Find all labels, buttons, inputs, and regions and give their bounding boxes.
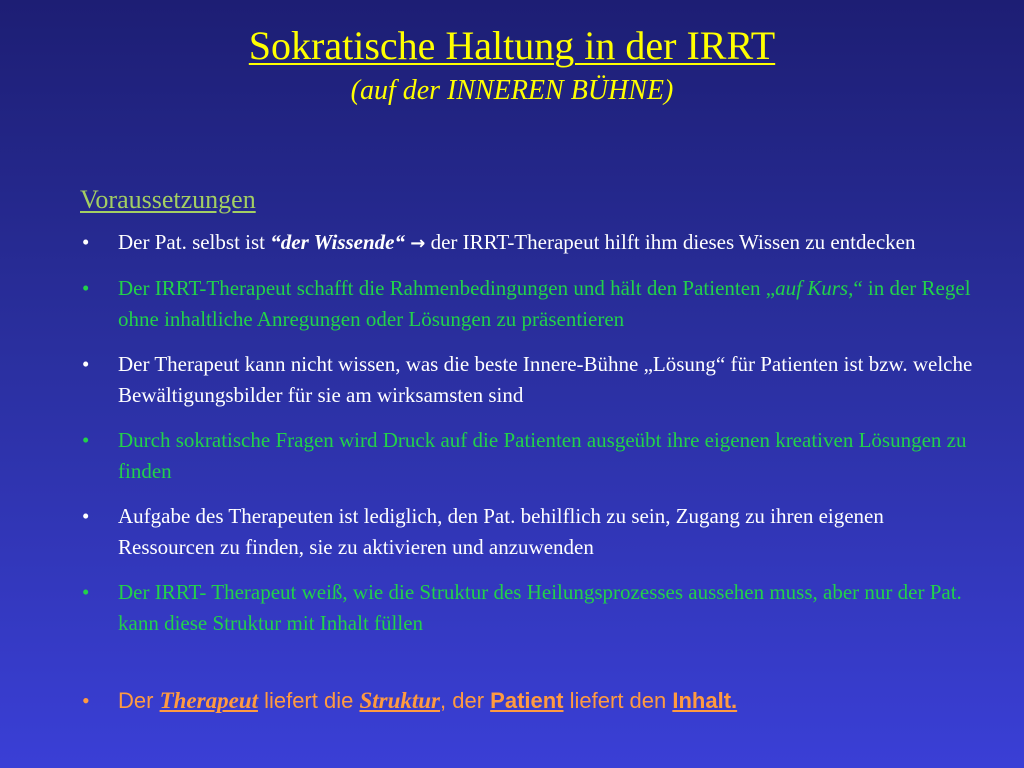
bullet-marker: • [82, 276, 90, 300]
arrow-right-icon: → [410, 233, 426, 254]
bullet-list [80, 227, 980, 653]
keyword-therapeut: Therapeut [159, 688, 258, 713]
bullet-text-post: der IRRT-Therapeut hilft ihm dieses Wissen zu entdecken [425, 230, 916, 254]
slide-title: Sokratische Haltung in der IRRT [248, 23, 776, 68]
bullet-item [80, 227, 980, 259]
bullet-item [80, 425, 980, 487]
bullet-emphasis: “der Wissende“ [270, 230, 406, 254]
bullet-text: Der IRRT- Therapeut weiß, wie die Struktur des Heilungsprozesses aussehen muss, aber nur der Pat. kann diese Struktur mit Inhalt füllen [118, 580, 962, 635]
bullet-item [80, 273, 980, 335]
bullet-marker: • [82, 230, 90, 254]
bullet-marker: • [82, 580, 90, 604]
bullet-marker: • [82, 352, 90, 376]
section-heading: Voraussetzungen [80, 185, 256, 214]
slide-subtitle: (auf der INNEREN BÜHNE) [350, 75, 674, 106]
keyword-struktur: Struktur [359, 688, 441, 713]
bullet-item [80, 577, 980, 639]
bullet-text-post: ,“ in der Regel ohne inhaltliche Anregungen oder Lösungen zu präsentieren [118, 276, 971, 331]
summary-text: Der [118, 688, 160, 713]
bullet-text: Der Therapeut kann nicht wissen, was die beste Innere-Bühne „Lösung“ für Patienten ist bzw. welche Bewältigungsbilder für sie am wirksamsten sind [118, 352, 973, 407]
bullet-text: Durch sokratische Fragen wird Druck auf die Patienten ausgeübt ihre eigenen kreativen Lösungen zu finden [118, 428, 967, 483]
bullet-text: Aufgabe des Therapeuten ist lediglich, den Pat. behilflich zu sein, Zugang zu ihren eigenen Ressourcen zu finden, sie zu aktivieren und anzuwenden [118, 504, 884, 559]
bullet-text-pre: Der Pat. selbst ist [118, 230, 271, 254]
bullet-marker: • [82, 504, 90, 528]
bullet-text-pre: Der IRRT-Therapeut schafft die Rahmenbedingungen und hält den Patienten „ [118, 276, 776, 300]
bullet-marker: • [82, 688, 90, 713]
keyword-patient: Patient [490, 688, 564, 713]
summary-text: liefert die [257, 688, 360, 713]
bullet-item [80, 501, 980, 563]
bullet-item [80, 349, 980, 411]
bullet-emphasis: auf Kurs [775, 276, 849, 300]
summary-text: , der [440, 688, 491, 713]
keyword-inhalt: Inhalt. [672, 688, 738, 713]
bullet-marker: • [82, 428, 90, 452]
summary-text: liefert den [563, 688, 673, 713]
summary-line [80, 685, 980, 717]
